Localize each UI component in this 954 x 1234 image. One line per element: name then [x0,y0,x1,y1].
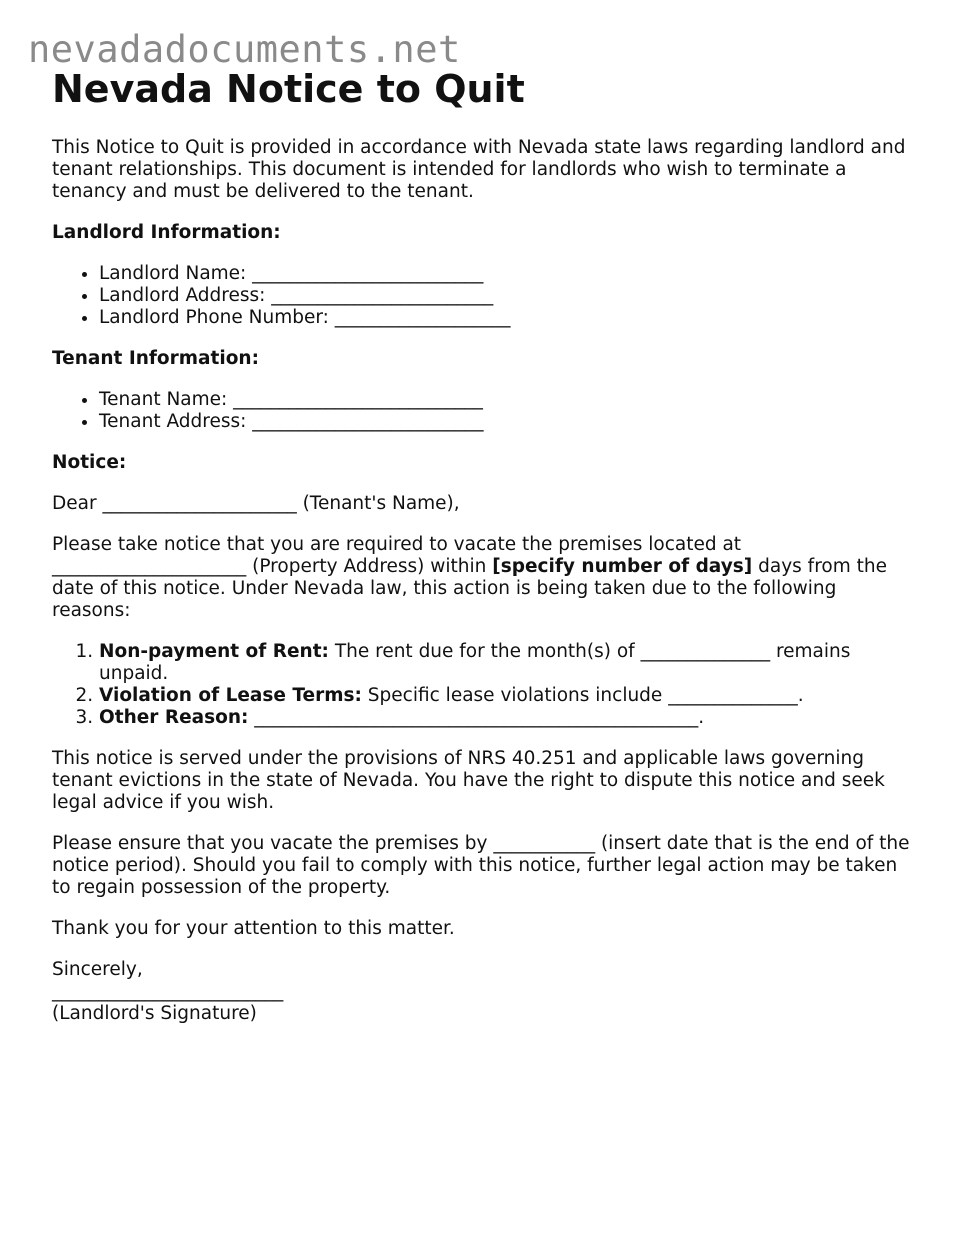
page-title: Nevada Notice to Quit [52,67,525,111]
salutation: Dear _____________________ (Tenant's Name), [52,493,460,514]
tenant-list [52,389,912,433]
document-body [52,64,912,1025]
reason-text: Specific lease violations include ______________. [361,685,804,706]
intro-paragraph: This Notice to Quit is provided in accordance with Nevada state laws regarding landlord and tenant relationships. This document is intended for landlords who wish to terminate a tenancy and must be delivered to the tenant. [52,137,906,202]
reason-item [99,707,912,729]
landlord-heading: Landlord Information: [52,222,281,243]
reason-text: The rent due for the month(s) of ______________ remains unpaid. [99,641,851,684]
reason-item [99,641,912,685]
vacate-paragraph [52,534,912,622]
reason-label: Non-payment of Rent: [99,641,329,662]
closing-line: Sincerely, [52,959,143,980]
notice-heading: Notice: [52,452,127,473]
tenant-address-item: • Tenant Address: _________________________ [99,411,912,433]
landlord-name-item: • Landlord Name: _________________________ [99,263,912,285]
vacate-text-start: Please take notice that you are required to vacate the premises located at _____________________ (Property Address) within [52,534,742,577]
reason-label: Violation of Lease Terms: [99,685,362,706]
reason-label: Other Reason: [99,707,249,728]
thanks-line: Thank you for your attention to this matter. [52,918,455,939]
watermark: nevadadocuments.net [28,28,461,71]
signature-label: (Landlord's Signature) [52,1003,257,1024]
reason-text: ________________________________________________. [248,707,705,728]
deadline-paragraph: Please ensure that you vacate the premises by ___________ (insert date that is the end of the notice period). Should you fail to comply with this notice, further legal action may be taken to regain possession of the property. [52,833,910,898]
signature-line: _________________________ [52,981,284,1002]
landlord-phone-item: • Landlord Phone Number: ___________________ [99,307,912,329]
days-placeholder: [specify number of days] [492,556,753,577]
reasons-list [52,641,912,729]
vacate-text-end: days from the date of this notice. Under Nevada law, this action is being taken due to the following reasons: [52,556,887,621]
reason-item [99,685,912,707]
landlord-list [52,263,912,329]
landlord-address-item: • Landlord Address: ________________________ [99,285,912,307]
tenant-heading: Tenant Information: [52,348,259,369]
nrs-paragraph: This notice is served under the provisions of NRS 40.251 and applicable laws governing tenant evictions in the state of Nevada. You have the right to dispute this notice and seek legal advice if you wish. [52,748,885,813]
tenant-name-item: • Tenant Name: ___________________________ [99,389,912,411]
